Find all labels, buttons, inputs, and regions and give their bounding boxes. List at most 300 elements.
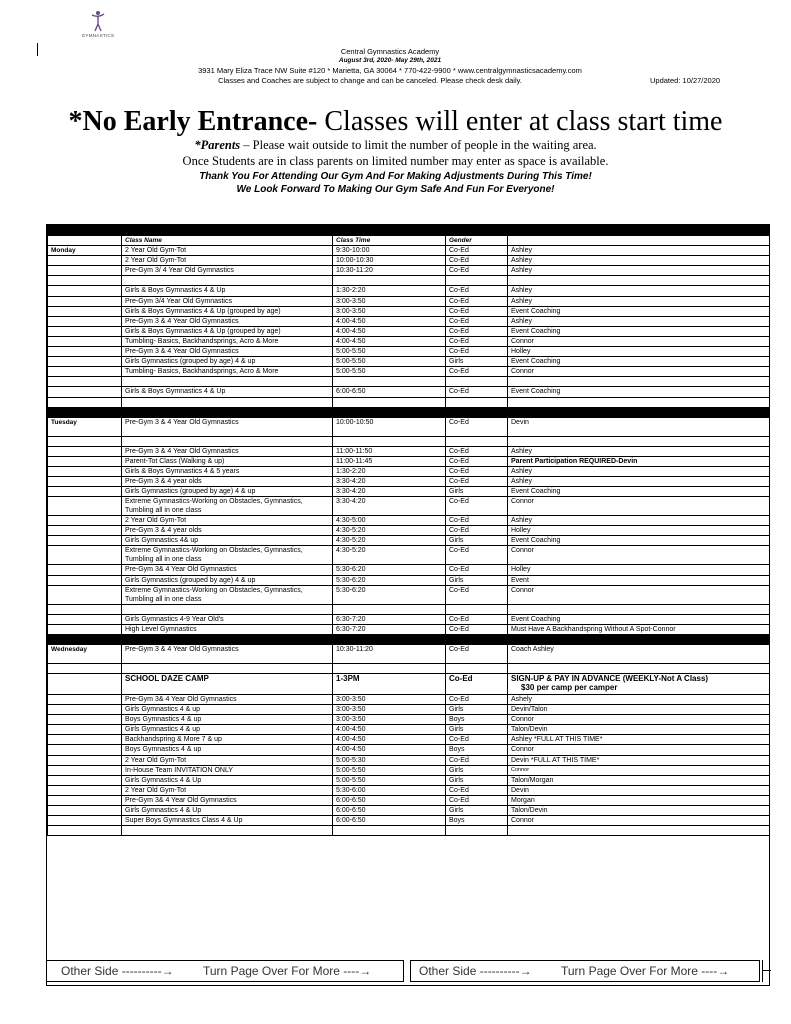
name-text: 2 Year Old Gym-Tot xyxy=(125,247,187,255)
gender-text: Co-Ed xyxy=(449,566,469,574)
parents-line xyxy=(0,138,791,153)
coach-text: Ashley xyxy=(511,287,533,295)
time-text: 5:30-6:20 xyxy=(336,566,366,574)
gender-text: Co-Ed xyxy=(449,696,469,703)
day-cell xyxy=(48,624,122,634)
coach-cell xyxy=(508,387,771,397)
gender-cell xyxy=(446,755,508,765)
blank-cell xyxy=(122,604,333,614)
gender-text: Co-Ed xyxy=(449,247,469,255)
class-schedule xyxy=(46,224,770,986)
column-header: Gender xyxy=(446,236,508,246)
logo-text: GYMNASTICS xyxy=(81,33,115,38)
other-side-text: Other Side ----------→ xyxy=(419,964,532,978)
coach-text: Ashley xyxy=(511,257,533,265)
coach-text: Ashley *FULL AT THIS TIME* xyxy=(511,736,603,744)
gender-cell xyxy=(446,387,508,397)
time-text: 3:00-3:50 xyxy=(336,297,366,305)
time-text: 5:00-5:50 xyxy=(336,766,366,774)
day-cell xyxy=(48,775,122,785)
class-time-cell xyxy=(333,417,446,436)
name-text: Boys Gymnastics 4 & up xyxy=(125,716,202,724)
day-cell xyxy=(48,575,122,585)
name-text: Pre-Gym 3& 4 Year Old Gymnastics xyxy=(125,796,237,804)
gender-cell xyxy=(446,286,508,296)
class-time-cell xyxy=(333,785,446,795)
day-cell xyxy=(48,735,122,745)
coach-cell xyxy=(508,785,771,795)
time-text: 4:30-5:20 xyxy=(336,537,366,545)
table-row xyxy=(48,246,771,256)
day-cell xyxy=(48,755,122,765)
blank-cell xyxy=(122,436,333,446)
name-text: Girls & Boys Gymnastics 4 & Up (grouped by age) xyxy=(125,327,281,335)
class-time-cell xyxy=(333,565,446,575)
gymnast-icon xyxy=(90,10,106,32)
class-time-cell xyxy=(333,357,446,367)
class-time-cell xyxy=(333,765,446,775)
class-name-cell xyxy=(122,644,333,663)
class-time-cell xyxy=(333,695,446,705)
table-row xyxy=(48,765,771,775)
name-text: Girls Gymnastics 4& up xyxy=(125,537,199,545)
day-separator-band xyxy=(48,407,771,417)
class-name-cell xyxy=(122,755,333,765)
coach-cell xyxy=(508,816,771,826)
name-text: Pre-Gym 3 & 4 Year Old Gymnastics xyxy=(125,317,239,325)
gender-text: Co-Ed xyxy=(449,307,469,315)
class-name-cell xyxy=(122,546,333,565)
band-cell xyxy=(508,407,771,417)
gender-text: Co-Ed xyxy=(449,257,469,265)
time-text: 10:30-11:20 xyxy=(336,267,373,275)
gender-cell xyxy=(446,546,508,565)
gender-cell xyxy=(446,715,508,725)
day-cell xyxy=(48,585,122,604)
table-row xyxy=(48,526,771,536)
gender-cell xyxy=(446,575,508,585)
safe-fun-line: We Look Forward To Making Our Gym Safe And Fun For Everyone! xyxy=(236,184,555,195)
gender-cell xyxy=(446,246,508,256)
headline-bold: *No Early Entrance- xyxy=(68,106,318,137)
name-text: Girls & Boys Gymnastics 4 & Up xyxy=(125,287,226,295)
name-text: Girls & Boys Gymnastics 4 & Up xyxy=(125,388,226,396)
name-text: Girls Gymnastics 4 & Up xyxy=(125,776,202,784)
gender-text: Girls xyxy=(449,706,464,714)
class-name-cell xyxy=(122,516,333,526)
class-name-cell xyxy=(122,487,333,497)
gender-text: Girls xyxy=(449,358,464,366)
coach-cell xyxy=(508,326,771,336)
coach-cell xyxy=(508,546,771,565)
gender-text: Girls xyxy=(449,576,464,584)
coach-text: SIGN-UP & PAY IN ADVANCE (WEEKLY-Not A Class) xyxy=(511,674,709,683)
time-text: 5:00-5:50 xyxy=(336,348,366,356)
gender-text: Girls xyxy=(449,537,464,545)
table-row xyxy=(48,624,771,634)
coach-text: Ashley xyxy=(511,247,533,255)
time-text: 6:00-6:50 xyxy=(336,817,366,825)
gender-text: Co-Ed xyxy=(449,756,469,764)
blank-cell xyxy=(122,397,333,407)
gender-cell xyxy=(446,644,508,663)
day-cell xyxy=(48,466,122,476)
class-time-cell xyxy=(333,795,446,805)
table-row xyxy=(48,735,771,745)
class-time-cell xyxy=(333,476,446,486)
table-row xyxy=(48,775,771,785)
gender-cell xyxy=(446,585,508,604)
time-text: 5:00-5:50 xyxy=(336,358,366,366)
name-text: Girls & Boys Gymnastics 4 & 5 years xyxy=(125,467,240,475)
day-cell xyxy=(48,497,122,516)
gender-text: Co-Ed xyxy=(449,498,469,506)
time-text: 11:00-11:50 xyxy=(336,447,373,455)
class-name-cell xyxy=(122,565,333,575)
blank-cell xyxy=(508,397,771,407)
band-cell xyxy=(333,634,446,644)
time-text: 3:30-4:20 xyxy=(336,488,366,496)
class-name-cell xyxy=(122,735,333,745)
gender-cell xyxy=(446,775,508,785)
coach-text: Ashley xyxy=(511,297,533,305)
table-row xyxy=(48,755,771,765)
coach-cell xyxy=(508,795,771,805)
gender-cell xyxy=(446,456,508,466)
coach-cell xyxy=(508,536,771,546)
gender-cell xyxy=(446,795,508,805)
time-text: 3:30-4:20 xyxy=(336,477,366,485)
gender-cell xyxy=(446,446,508,456)
time-text: 5:00-5:30 xyxy=(336,756,366,764)
name-text: Extreme Gymnastics-Working on Obstacles, Gymnastics, Tumbling all in one class xyxy=(125,586,303,603)
time-text: 4:00-4:50 xyxy=(336,736,366,744)
coach-cell xyxy=(508,516,771,526)
gender-cell xyxy=(446,614,508,624)
gender-cell xyxy=(446,735,508,745)
day-cell xyxy=(48,456,122,466)
coach-text: Devin xyxy=(511,418,529,426)
coach-cell xyxy=(508,806,771,816)
coach-text: Must Have A Backhandspring Without A Spot-Connor xyxy=(511,625,676,633)
coach-price-text: $30 per camp per camper xyxy=(521,683,618,692)
name-text: Super Boys Gymnastics Class 4 & Up xyxy=(125,817,243,825)
class-time-cell xyxy=(333,347,446,357)
coach-cell xyxy=(508,624,771,634)
band-cell xyxy=(333,226,446,236)
coach-cell xyxy=(508,456,771,466)
gender-cell xyxy=(446,266,508,276)
gender-text: Co-Ed xyxy=(449,625,469,633)
coach-text: Ashley xyxy=(511,267,533,275)
table-row xyxy=(48,306,771,316)
class-time-cell xyxy=(333,466,446,476)
band-cell xyxy=(48,407,122,417)
blank-row xyxy=(48,604,771,614)
blank-cell xyxy=(508,436,771,446)
coach-text: Event Coaching xyxy=(511,327,561,335)
name-text: Tumbling- Basics, Backhandsprings, Acro & More xyxy=(125,337,279,345)
coach-text: Event Coaching xyxy=(511,358,561,366)
gender-text: Co-Ed xyxy=(449,736,469,744)
day-cell xyxy=(48,316,122,326)
coach-text: Connor xyxy=(511,817,534,825)
class-time-cell xyxy=(333,585,446,604)
class-time-cell xyxy=(333,735,446,745)
coach-text: Devin *FULL AT THIS TIME* xyxy=(511,756,600,764)
coach-cell xyxy=(508,487,771,497)
time-text: 4:30-5:00 xyxy=(336,517,366,525)
coach-cell xyxy=(508,256,771,266)
schedule-notice: Classes and Coaches are subject to change and can be canceled. Please check desk daily. xyxy=(218,76,522,85)
time-text: 4:00-4:50 xyxy=(336,726,366,734)
gender-text: Girls xyxy=(449,766,464,774)
time-text: 6:30-7:20 xyxy=(336,625,366,633)
table-row xyxy=(48,806,771,816)
name-text: Tumbling- Basics, Backhandsprings, Acro & More xyxy=(125,368,279,376)
coach-cell xyxy=(508,446,771,456)
class-name-cell xyxy=(122,497,333,516)
gender-cell xyxy=(446,526,508,536)
day-cell xyxy=(48,745,122,755)
gender-cell xyxy=(446,296,508,306)
time-text: 1-3PM xyxy=(336,674,360,683)
class-name-cell xyxy=(122,256,333,266)
blank-cell xyxy=(333,436,446,446)
name-text: Girls Gymnastics 4 & up xyxy=(125,706,201,714)
class-time-cell xyxy=(333,715,446,725)
table-row xyxy=(48,266,771,276)
name-text: Pre-Gym 3 & 4 Year Old Gymnastics xyxy=(125,348,239,356)
gender-text: Co-Ed xyxy=(449,517,469,525)
coach-text: Connor xyxy=(511,766,530,773)
day-cell xyxy=(48,644,122,663)
gender-text: Boys xyxy=(449,746,465,754)
day-text: Wednesday xyxy=(51,645,88,653)
class-time-cell xyxy=(333,536,446,546)
gender-text: Co-Ed xyxy=(449,615,469,623)
name-text: Extreme Gymnastics-Working on Obstacles, Gymnastics, Tumbling all in one class xyxy=(125,547,303,564)
blank-cell xyxy=(48,397,122,407)
coach-cell xyxy=(508,476,771,486)
name-text: Parent-Tot Class (Walking & up) xyxy=(125,457,225,465)
coach-cell xyxy=(508,585,771,604)
gender-cell xyxy=(446,326,508,336)
blank-cell xyxy=(333,276,446,286)
day-cell xyxy=(48,367,122,377)
academy-name: Central Gymnastics Academy xyxy=(340,47,440,56)
gender-cell xyxy=(446,367,508,377)
day-cell xyxy=(48,725,122,735)
coach-cell xyxy=(508,765,771,775)
coach-text: Event Coaching xyxy=(511,388,561,396)
turn-page-text: Turn Page Over For More ----→ xyxy=(561,964,730,978)
band-cell xyxy=(446,407,508,417)
day-cell xyxy=(48,526,122,536)
class-time-cell xyxy=(333,575,446,585)
blank-row xyxy=(48,377,771,387)
blank-cell xyxy=(508,604,771,614)
time-text: 4:00-4:50 xyxy=(336,746,366,754)
coach-text: Talon/Morgan xyxy=(511,776,554,784)
class-name-cell xyxy=(122,336,333,346)
class-time-cell xyxy=(333,256,446,266)
table-row xyxy=(48,705,771,715)
gender-text: Co-Ed xyxy=(449,786,469,794)
class-name-cell xyxy=(122,246,333,256)
class-name-cell xyxy=(122,725,333,735)
class-time-cell xyxy=(333,614,446,624)
coach-cell xyxy=(508,695,771,705)
band-cell xyxy=(122,634,333,644)
coach-cell xyxy=(508,735,771,745)
gender-cell xyxy=(446,306,508,316)
class-name-cell xyxy=(122,456,333,466)
blank-cell xyxy=(48,826,122,836)
name-text: Pre-Gym 3 & 4 year olds xyxy=(125,527,202,535)
class-name-cell xyxy=(122,816,333,826)
time-text: 1:30-2:20 xyxy=(336,467,366,475)
headline-rest: Classes will enter at class start time xyxy=(317,106,723,137)
coach-cell xyxy=(508,246,771,256)
time-text: 6:00-6:50 xyxy=(336,807,366,815)
time-text: 5:30-6:00 xyxy=(336,786,366,794)
coach-text: Ashley xyxy=(511,467,533,475)
column-header: Class Name xyxy=(122,236,333,246)
schedule-table xyxy=(47,225,770,836)
day-separator-band xyxy=(48,226,771,236)
gender-text: Co-Ed xyxy=(449,447,469,455)
gender-cell xyxy=(446,466,508,476)
class-name-cell xyxy=(122,446,333,456)
blank-cell xyxy=(122,276,333,286)
coach-cell xyxy=(508,266,771,276)
coach-text: Ashely xyxy=(511,696,533,703)
column-header xyxy=(48,236,122,246)
coach-text: Event Coaching xyxy=(511,615,561,623)
blank-cell xyxy=(48,377,122,387)
gender-text: Co-Ed xyxy=(449,457,469,465)
table-header-row xyxy=(48,236,771,246)
band-cell xyxy=(446,226,508,236)
class-name-cell xyxy=(122,326,333,336)
class-name-cell xyxy=(122,614,333,624)
time-text: 4:30-5:20 xyxy=(336,527,366,535)
blank-cell xyxy=(333,397,446,407)
class-time-cell xyxy=(333,367,446,377)
table-row xyxy=(48,575,771,585)
class-time-cell xyxy=(333,296,446,306)
day-cell xyxy=(48,266,122,276)
time-text: 3:00-3:50 xyxy=(336,696,366,703)
name-text: Girls Gymnastics (grouped by age) 4 & up xyxy=(125,488,256,496)
table-row xyxy=(48,745,771,755)
blank-row xyxy=(48,276,771,286)
blank-cell xyxy=(122,663,333,673)
gender-cell xyxy=(446,705,508,715)
coach-text: Ashley xyxy=(511,517,533,525)
blank-cell xyxy=(48,436,122,446)
gender-cell xyxy=(446,357,508,367)
class-time-cell xyxy=(333,306,446,316)
time-text: 3:00-3:50 xyxy=(336,307,366,315)
headline xyxy=(0,105,791,139)
time-text: 4:00-4:50 xyxy=(336,337,366,345)
table-row xyxy=(48,487,771,497)
time-text: 3:00-3:50 xyxy=(336,716,366,724)
day-cell xyxy=(48,357,122,367)
blank-cell xyxy=(333,604,446,614)
name-text: Pre-Gym 3& 4 Year Old Gymnastics xyxy=(125,696,237,703)
name-text: Pre-Gym 3 & 4 Year Old Gymnastics xyxy=(125,447,239,455)
band-cell xyxy=(508,226,771,236)
gender-cell xyxy=(446,806,508,816)
time-text: 5:30-6:20 xyxy=(336,586,366,594)
blank-row xyxy=(48,397,771,407)
table-row xyxy=(48,644,771,663)
class-name-cell xyxy=(122,387,333,397)
name-text: Girls & Boys Gymnastics 4 & Up (grouped by age) xyxy=(125,307,281,315)
time-text: 6:00-6:50 xyxy=(336,796,366,804)
name-text: Pre-Gym 3/4 Year Old Gymnastics xyxy=(125,297,232,305)
blank-cell xyxy=(508,663,771,673)
gender-text: Co-Ed xyxy=(449,267,469,275)
table-row xyxy=(48,466,771,476)
class-name-cell xyxy=(122,795,333,805)
table-row xyxy=(48,725,771,735)
blank-cell xyxy=(333,377,446,387)
other-side-text: Other Side ----------→ xyxy=(61,964,174,978)
class-time-cell xyxy=(333,387,446,397)
day-cell xyxy=(48,476,122,486)
day-cell xyxy=(48,516,122,526)
coach-cell xyxy=(508,466,771,476)
coach-text: Devin/Talon xyxy=(511,706,548,714)
name-text: Girls Gymnastics 4 & up xyxy=(125,726,201,734)
blank-cell xyxy=(508,826,771,836)
coach-cell xyxy=(508,497,771,516)
blank-row xyxy=(48,826,771,836)
gender-cell xyxy=(446,347,508,357)
coach-cell xyxy=(508,745,771,755)
gender-text: Co-Ed xyxy=(449,348,469,356)
coach-text: Coach Ashley xyxy=(511,645,554,653)
table-row xyxy=(48,446,771,456)
gender-text: Girls xyxy=(449,726,464,734)
footer-edge-mark xyxy=(762,960,771,982)
gender-cell xyxy=(446,785,508,795)
blank-cell xyxy=(446,826,508,836)
day-cell xyxy=(48,306,122,316)
class-time-cell xyxy=(333,336,446,346)
gender-text: Co-Ed xyxy=(449,796,469,804)
gender-cell xyxy=(446,417,508,436)
coach-cell xyxy=(508,286,771,296)
gender-cell xyxy=(446,497,508,516)
gender-cell xyxy=(446,695,508,705)
class-name-cell xyxy=(122,306,333,316)
gender-cell xyxy=(446,336,508,346)
coach-text: Event Coaching xyxy=(511,488,561,496)
day-cell xyxy=(48,347,122,357)
blank-cell xyxy=(446,663,508,673)
coach-cell xyxy=(508,565,771,575)
band-cell xyxy=(508,634,771,644)
class-name-cell xyxy=(122,367,333,377)
table-row xyxy=(48,546,771,565)
coach-text: Ashley xyxy=(511,477,533,485)
class-name-cell xyxy=(122,695,333,705)
